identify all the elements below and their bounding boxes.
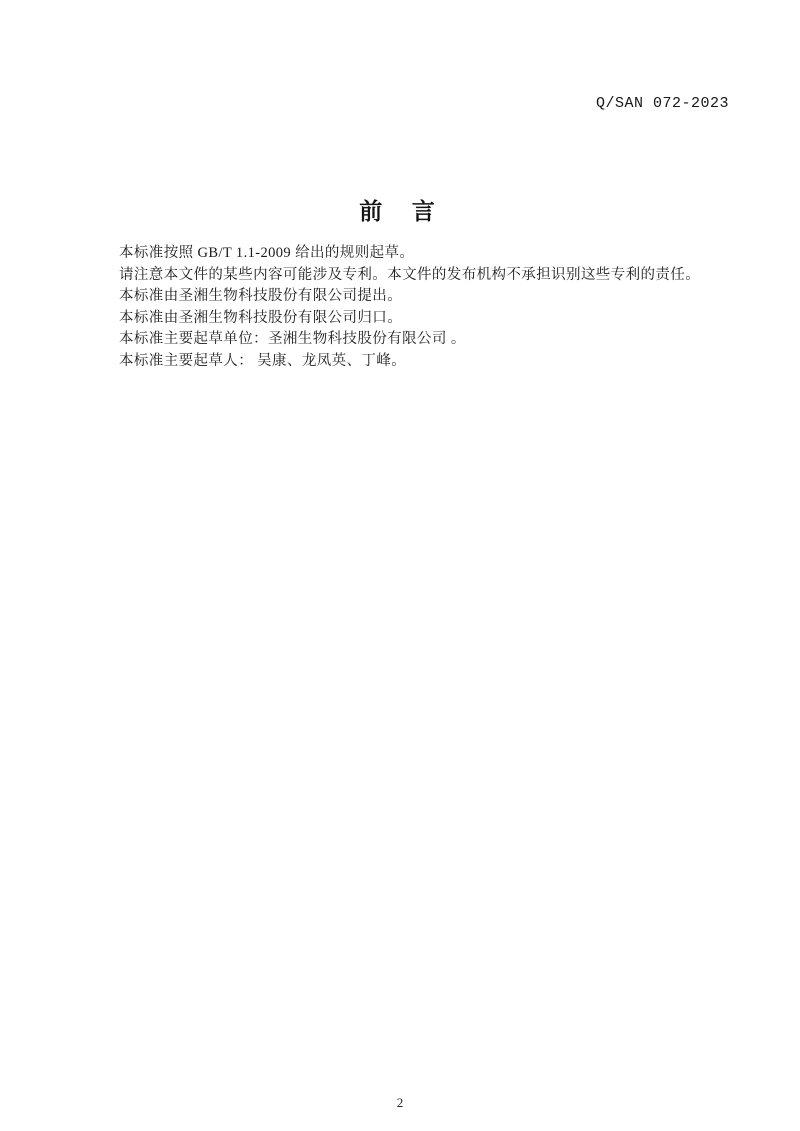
paragraph-patent-notice: 请注意本文件的某些内容可能涉及专利。本文件的发布机构不承担识别这些专利的责任。	[119, 266, 701, 283]
paragraph-drafting-organization: 本标准主要起草单位：圣湘生物科技股份有限公司 。	[119, 331, 466, 347]
paragraph-proposed-by: 本标准由圣湘生物科技股份有限公司提出。	[119, 288, 403, 304]
paragraph-drafters: 本标准主要起草人： 吴康、龙凤英、丁峰。	[119, 352, 407, 369]
page-title: 前 言	[359, 199, 441, 224]
page-number: 2	[396, 1095, 404, 1110]
standard-number: Q/SAN 072-2023	[595, 95, 729, 112]
foreword-body	[119, 243, 720, 372]
paragraph-centralized-by: 本标准由圣湘生物科技股份有限公司归口。	[119, 309, 403, 326]
paragraph-basis: 本标准按照 GB/T 1.1-2009 给出的规则起草。	[119, 245, 415, 261]
